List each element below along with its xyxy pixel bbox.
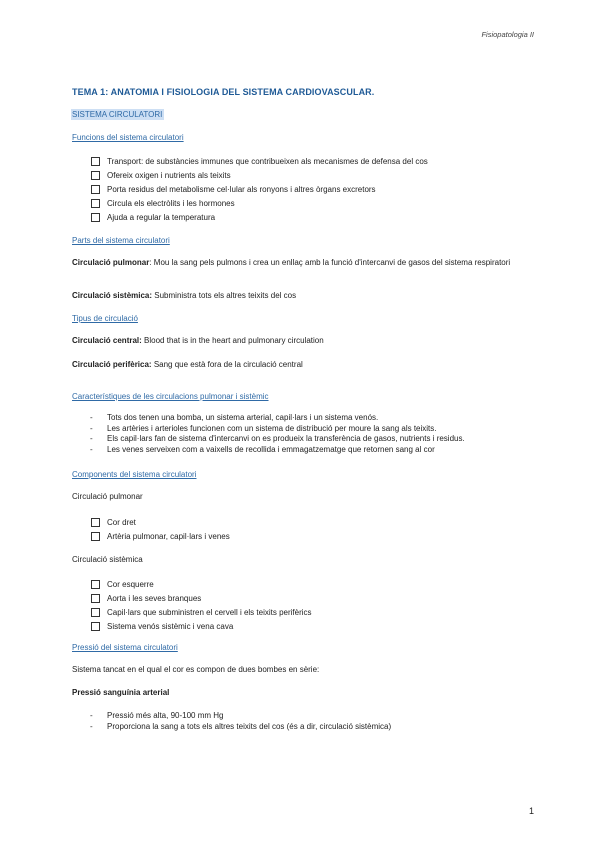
pressio-list (90, 711, 540, 732)
pressio-subtitle: Pressió sanguínia arterial (72, 688, 170, 697)
checkbox[interactable] (91, 532, 100, 541)
funcions-heading: Funcions del sistema circulatori (72, 133, 184, 142)
list-item: - Les artèries i arterioles funcionen com un sistema de distribució per moure la sang als teixits. (90, 423, 437, 433)
list-item: Cor dret (91, 515, 551, 529)
list-item: - Tots dos tenen una bomba, un sistema arterial, capil·lars i un sistema venós. (90, 413, 379, 422)
checkbox[interactable] (91, 518, 100, 527)
checkbox[interactable] (91, 199, 100, 208)
tipus-heading: Tipus de circulació (72, 314, 138, 323)
caracteristiques-list (90, 413, 540, 455)
checkbox[interactable] (91, 608, 100, 617)
sistemica-title: Circulació sistèmica (72, 555, 143, 564)
sistemica-paragraph: Circulació sistèmica: Subministra tots els altres teixits del cos (72, 291, 297, 300)
list-item: - Les venes serveixen com a vaixells de recollida i emmagatzematge que retornen sang al cor (90, 444, 435, 454)
checkbox[interactable] (91, 157, 100, 166)
list-item: Aorta i les seves branques (91, 591, 551, 605)
pressio-heading: Pressió del sistema circulatori (72, 643, 178, 652)
periferica-paragraph: Circulació perifèrica: Sang que està fora de la circulació central (72, 360, 303, 369)
pulmonar-paragraph: Circulació pulmonar: Mou la sang pels pulmons i crea un enllaç amb la funció d'intercanvi de gasos del sistema respiratori (72, 258, 511, 267)
list-item: Ajuda a regular la temperatura (91, 210, 551, 224)
central-paragraph: Circulació central: Blood that is in the heart and pulmonary circulation (72, 336, 324, 345)
pulmonar-list (91, 515, 551, 543)
list-item: Cor esquerre (91, 577, 551, 591)
list-item: Circula els electròlits i les hormones (91, 196, 551, 210)
document-title: TEMA 1: ANATOMIA I FISIOLOGIA DEL SISTEMA CARDIOVASCULAR. (72, 87, 375, 97)
list-item: - Pressió més alta, 90-100 mm Hg (90, 711, 224, 720)
checkbox[interactable] (91, 213, 100, 222)
checkbox[interactable] (91, 580, 100, 589)
parts-heading: Parts del sistema circulatori (72, 236, 170, 245)
pulmonar-title: Circulació pulmonar (72, 492, 143, 501)
page-number: 1 (528, 806, 534, 816)
list-item: Capil·lars que subministren el cervell i els teixits perifèrics (91, 605, 551, 619)
list-item: Artèria pulmonar, capil·lars i venes (91, 529, 551, 543)
list-item: Transport: de substàncies immunes que contribueixen als mecanismes de defensa del cos (91, 154, 551, 168)
components-heading: Components del sistema circulatori (72, 470, 197, 479)
running-header: Fisiopatologia II (481, 30, 534, 39)
list-item: Ofereix oxigen i nutrients als teixits (91, 168, 551, 182)
checkbox[interactable] (91, 622, 100, 631)
caracteristiques-heading: Característiques de les circulacions pulmonar i sistèmic (72, 392, 269, 401)
checkbox[interactable] (91, 171, 100, 180)
checkbox[interactable] (91, 594, 100, 603)
list-item: Porta residus del metabolisme cel·lular als ronyons i altres òrgans excretors (91, 182, 551, 196)
list-item: - Els capil·lars fan de sistema d'intercanvi on es produeix la transferència de gasos, nutrients i residus. (90, 434, 465, 443)
pressio-intro: Sistema tancat en el qual el cor es compon de dues bombes en sèrie: (72, 665, 320, 674)
funcions-list (91, 154, 551, 224)
checkbox[interactable] (91, 185, 100, 194)
sistemica-list (91, 577, 551, 633)
list-item: - Proporciona la sang a tots els altres teixits del cos (és a dir, circulació sistèmica) (90, 721, 392, 731)
section-heading: SISTEMA CIRCULATORI (72, 110, 163, 119)
list-item: Sistema venós sistèmic i vena cava (91, 619, 551, 633)
